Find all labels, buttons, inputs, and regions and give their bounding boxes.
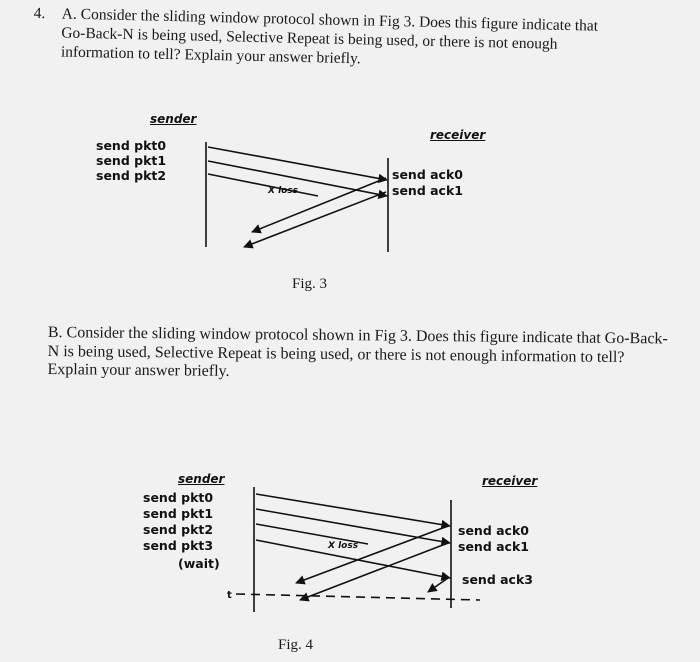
fig4-sender-line-1: send pkt1	[143, 506, 214, 521]
question-a-text: A. Consider the sliding window protocol shown in Fig 3. Does this figure indicate that Go-Back-N is being used, Selective Repeat is being used, or there is not enough information to tell? Explain your answer briefly.	[60, 5, 599, 68]
fig4-ack3-arrow	[428, 578, 448, 592]
fig3-sender-line-1: send pkt1	[96, 153, 167, 168]
fig3-caption: Fig. 3	[292, 276, 328, 292]
fig3-pkt2-lost	[208, 174, 318, 196]
fig4-caption: Fig. 4	[278, 637, 314, 653]
fig3-pkt1-arrow	[208, 161, 387, 196]
fig4-sender-line-3: send pkt3	[143, 538, 214, 553]
fig3-pkt0-arrow	[208, 147, 387, 180]
question-b: B. Consider the sliding window protocol shown in Fig 3. Does this figure indicate that Go-Back-N is being used, Selective Repeat is being used, or there is not enough information to tell? Explain your answer briefly.	[47, 324, 668, 380]
fig4-sender-label: sender	[178, 472, 225, 486]
fig4-receiver-ack3: send ack3	[462, 572, 533, 587]
fig4-receiver-line-1: send ack1	[458, 539, 529, 554]
fig3-ack1-arrow	[244, 192, 386, 247]
fig3-sender-line-2: send pkt2	[96, 168, 167, 183]
fig4-timeout-line	[236, 594, 480, 600]
fig4-pkt3-arrow	[256, 540, 450, 578]
fig4-timeout-mark: t	[227, 590, 232, 601]
fig3-loss-label: X loss	[268, 186, 299, 196]
fig4-loss-label: X loss	[328, 541, 359, 551]
fig4-pkt1-arrow	[256, 509, 450, 543]
fig3-sender-line-0: send pkt0	[96, 138, 167, 153]
fig4-sender-line-0: send pkt0	[143, 490, 214, 505]
fig4-ack1-arrow	[300, 543, 448, 600]
question-number: 4.	[33, 4, 46, 23]
fig4-receiver-line-0: send ack0	[458, 523, 529, 538]
fig3-receiver-label: receiver	[430, 128, 486, 142]
fig4-pkt2-lost	[256, 524, 368, 544]
fig4-receiver-label: receiver	[482, 474, 538, 488]
fig4-pkt0-arrow	[256, 494, 450, 526]
fig3-receiver-line-0: send ack0	[392, 167, 463, 182]
fig4-sender-wait: (wait)	[178, 556, 220, 571]
fig4-sender-line-2: send pkt2	[143, 522, 214, 537]
fig3-sender-label: sender	[150, 112, 197, 126]
fig3-receiver-line-1: send ack1	[392, 183, 463, 198]
